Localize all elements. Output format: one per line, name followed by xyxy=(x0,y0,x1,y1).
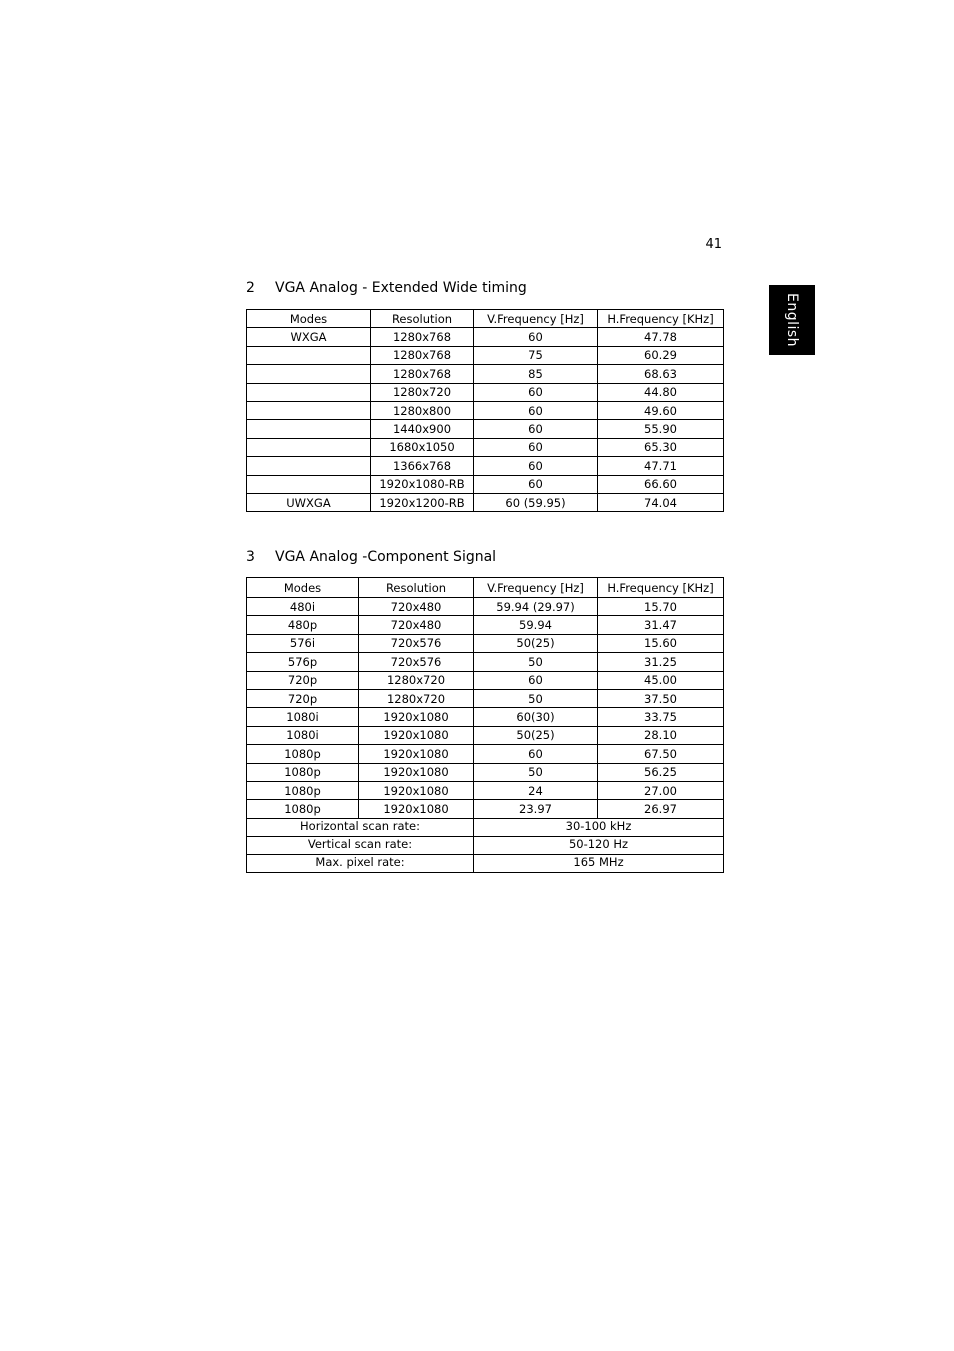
table-row xyxy=(247,689,724,707)
table-cell: 59.94 (29.97) xyxy=(474,598,598,616)
table-row xyxy=(247,745,724,763)
table-body xyxy=(247,328,724,512)
table-row xyxy=(247,328,724,346)
table-cell: 56.25 xyxy=(598,763,724,781)
table-row xyxy=(247,726,724,744)
table-body xyxy=(247,598,724,873)
component-signal-table xyxy=(246,577,724,873)
table-cell: 45.00 xyxy=(598,671,724,689)
table-cell: 31.47 xyxy=(598,616,724,634)
table-cell: 47.71 xyxy=(598,457,724,475)
table-row xyxy=(247,401,724,419)
table-row xyxy=(247,475,724,493)
table-cell: 85 xyxy=(474,365,598,383)
table-row xyxy=(247,781,724,799)
summary-value: 165 MHz xyxy=(474,855,724,873)
table-cell: 24 xyxy=(474,781,598,799)
table-cell: 1366x768 xyxy=(371,457,474,475)
table-cell: 50(25) xyxy=(474,726,598,744)
table-row xyxy=(247,763,724,781)
table-cell: 44.80 xyxy=(598,383,724,401)
table-cell: 27.00 xyxy=(598,781,724,799)
header-cell: Resolution xyxy=(359,578,474,598)
table-cell: 50 xyxy=(474,653,598,671)
table-row xyxy=(247,365,724,383)
table-cell: 37.50 xyxy=(598,689,724,707)
table-cell: 720x576 xyxy=(359,653,474,671)
table-cell: 60(30) xyxy=(474,708,598,726)
table-cell: 1280x720 xyxy=(371,383,474,401)
table-cell: 1080p xyxy=(247,800,359,818)
summary-row xyxy=(247,855,724,873)
table-cell: 1920x1080-RB xyxy=(371,475,474,493)
extended-wide-timing-table xyxy=(246,309,724,512)
section-title-extended-wide xyxy=(246,280,527,296)
table-cell: 15.60 xyxy=(598,634,724,652)
table-cell: 75 xyxy=(474,346,598,364)
table-header-row xyxy=(247,578,724,598)
table-cell xyxy=(247,457,371,475)
table-cell: 15.70 xyxy=(598,598,724,616)
summary-label: Max. pixel rate: xyxy=(247,855,474,873)
table-cell: 1080p xyxy=(247,781,359,799)
header-cell: H.Frequency [KHz] xyxy=(598,578,724,598)
table-row xyxy=(247,493,724,511)
table-cell: 60 xyxy=(474,475,598,493)
table-cell: 576i xyxy=(247,634,359,652)
table-cell: 480p xyxy=(247,616,359,634)
table-cell: 480i xyxy=(247,598,359,616)
section-number: 2 xyxy=(246,280,255,296)
summary-label: Vertical scan rate: xyxy=(247,836,474,854)
table-cell: 1920x1200-RB xyxy=(371,493,474,511)
table-cell: 720x480 xyxy=(359,616,474,634)
table-cell: 1280x768 xyxy=(371,365,474,383)
summary-row xyxy=(247,836,724,854)
table-cell: 1080i xyxy=(247,708,359,726)
table-cell: 60 (59.95) xyxy=(474,493,598,511)
table-cell: 60 xyxy=(474,457,598,475)
table-cell: 1280x800 xyxy=(371,401,474,419)
summary-value: 50-120 Hz xyxy=(474,836,724,854)
table-cell xyxy=(247,401,371,419)
table-row xyxy=(247,346,724,364)
table-cell: 55.90 xyxy=(598,420,724,438)
table-cell: 1920x1080 xyxy=(359,763,474,781)
table-cell: 60 xyxy=(474,328,598,346)
table-cell: 1280x720 xyxy=(359,689,474,707)
table-cell xyxy=(247,346,371,364)
table-cell: 50(25) xyxy=(474,634,598,652)
table-cell: UWXGA xyxy=(247,493,371,511)
section-title-text: VGA Analog - Extended Wide timing xyxy=(275,280,527,296)
table-cell xyxy=(247,365,371,383)
table-row xyxy=(247,383,724,401)
table-cell: 50 xyxy=(474,763,598,781)
table-cell: 720p xyxy=(247,671,359,689)
table-cell: 60 xyxy=(474,745,598,763)
table-cell xyxy=(247,383,371,401)
table-cell: WXGA xyxy=(247,328,371,346)
table-row xyxy=(247,671,724,689)
table-cell: 1920x1080 xyxy=(359,726,474,744)
table-cell: 720x480 xyxy=(359,598,474,616)
table-cell: 68.63 xyxy=(598,365,724,383)
table-cell: 33.75 xyxy=(598,708,724,726)
table-cell: 59.94 xyxy=(474,616,598,634)
section-title-component xyxy=(246,549,496,565)
table-row xyxy=(247,634,724,652)
table-cell xyxy=(247,475,371,493)
table-cell: 720p xyxy=(247,689,359,707)
table-cell: 60 xyxy=(474,383,598,401)
table-cell: 60 xyxy=(474,438,598,456)
table-row xyxy=(247,708,724,726)
table-cell: 1680x1050 xyxy=(371,438,474,456)
table-row xyxy=(247,438,724,456)
table-cell: 1080i xyxy=(247,726,359,744)
table-cell: 1920x1080 xyxy=(359,708,474,726)
table-cell: 1440x900 xyxy=(371,420,474,438)
table-row xyxy=(247,420,724,438)
header-cell: H.Frequency [KHz] xyxy=(598,310,724,328)
table-cell: 65.30 xyxy=(598,438,724,456)
table-cell: 60 xyxy=(474,420,598,438)
table-cell: 47.78 xyxy=(598,328,724,346)
header-cell: V.Frequency [Hz] xyxy=(474,310,598,328)
header-cell: V.Frequency [Hz] xyxy=(474,578,598,598)
table-cell: 50 xyxy=(474,689,598,707)
table-row xyxy=(247,616,724,634)
table-cell: 74.04 xyxy=(598,493,724,511)
table-cell: 60.29 xyxy=(598,346,724,364)
header-cell: Resolution xyxy=(371,310,474,328)
table-cell: 60 xyxy=(474,671,598,689)
table-cell: 28.10 xyxy=(598,726,724,744)
section-title-text: VGA Analog -Component Signal xyxy=(275,549,497,565)
table-cell: 1080p xyxy=(247,763,359,781)
summary-value: 30-100 kHz xyxy=(474,818,724,836)
table-cell: 23.97 xyxy=(474,800,598,818)
table-cell: 576p xyxy=(247,653,359,671)
table-row xyxy=(247,800,724,818)
table-cell: 31.25 xyxy=(598,653,724,671)
table-cell: 26.97 xyxy=(598,800,724,818)
table-cell: 1920x1080 xyxy=(359,800,474,818)
table-cell: 60 xyxy=(474,401,598,419)
table-cell: 1280x768 xyxy=(371,328,474,346)
table-header-row xyxy=(247,310,724,328)
table-cell: 1920x1080 xyxy=(359,781,474,799)
section-number: 3 xyxy=(246,549,255,565)
language-tab xyxy=(769,285,815,355)
table-row xyxy=(247,457,724,475)
table-cell: 720x576 xyxy=(359,634,474,652)
table-cell: 1920x1080 xyxy=(359,745,474,763)
summary-row xyxy=(247,818,724,836)
table-cell: 1080p xyxy=(247,745,359,763)
page-number: 41 xyxy=(705,237,722,252)
header-cell: Modes xyxy=(247,310,371,328)
language-tab-label: English xyxy=(784,292,800,348)
table-row xyxy=(247,598,724,616)
table-cell: 1280x720 xyxy=(359,671,474,689)
table-row xyxy=(247,653,724,671)
table-cell: 66.60 xyxy=(598,475,724,493)
table-cell xyxy=(247,420,371,438)
header-cell: Modes xyxy=(247,578,359,598)
table-cell xyxy=(247,438,371,456)
summary-label: Horizontal scan rate: xyxy=(247,818,474,836)
table-cell: 49.60 xyxy=(598,401,724,419)
table-cell: 67.50 xyxy=(598,745,724,763)
table-cell: 1280x768 xyxy=(371,346,474,364)
